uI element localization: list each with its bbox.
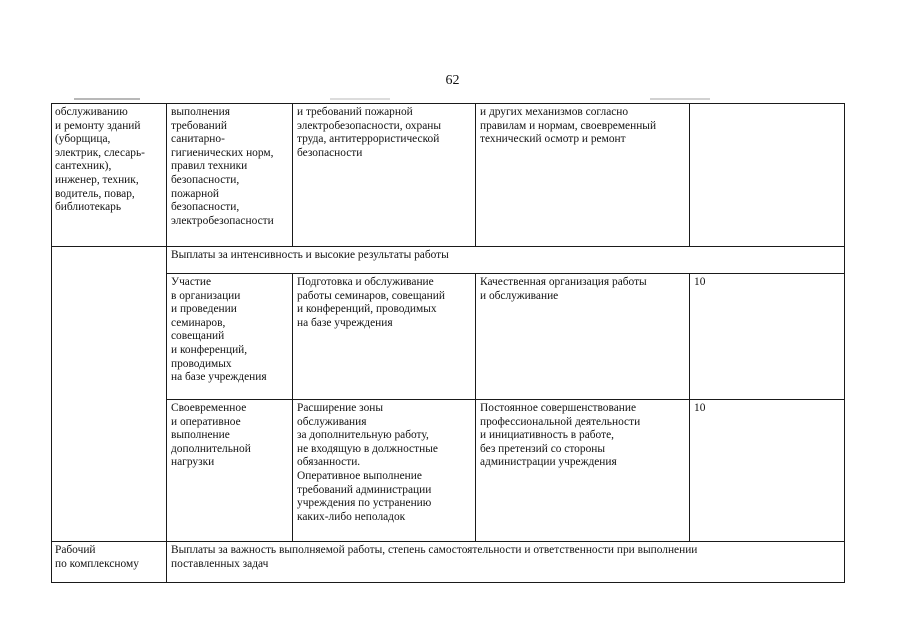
- indicator-cell: Качественная организация работы и обслуживание: [476, 274, 690, 400]
- position-cell: обслуживанию и ремонту зданий (уборщица, электрик, слесарь- сантехник), инженер, техник, водитель, повар, библиотекарь: [52, 104, 167, 247]
- table-row: [52, 104, 845, 247]
- position-cell-empty: [52, 247, 167, 542]
- criterion-cell: выполнения требований санитарно- гигиенических норм, правил техники безопасности, пожарной безопасности, электробезопасности: [167, 104, 293, 247]
- condition-cell: Расширение зоны обслуживания за дополнительную работу, не входящую в должностные обязанности. Оперативное выполнение требований администрации учреждения по устранению каких-либо неполадок: [293, 400, 476, 542]
- table-row: [52, 247, 845, 274]
- criterion-cell: Своевременное и оперативное выполнение дополнительной нагрузки: [167, 400, 293, 542]
- points-cell: [690, 104, 845, 247]
- section-heading-importance: Выплаты за важность выполняемой работы, степень самостоятельности и ответственности при выполнении поставленных задач: [167, 542, 845, 583]
- indicator-cell: Постоянное совершенствование профессиональной деятельности и инициативность в работе, без претензий со стороны администрации учреждения: [476, 400, 690, 542]
- table-row: [52, 400, 845, 542]
- scan-artifact-left: [74, 98, 140, 100]
- table-row: [52, 542, 845, 583]
- criterion-cell: Участие в организации и проведении семинаров, совещаний и конференций, проводимых на базе учреждения: [167, 274, 293, 400]
- scan-artifact-middle: [330, 98, 390, 100]
- position-cell: Рабочий по комплексному: [52, 542, 167, 583]
- section-heading-intensity: Выплаты за интенсивность и высокие результаты работы: [167, 247, 845, 274]
- table-row: [52, 274, 845, 400]
- condition-cell: и требований пожарной электробезопасности, охраны труда, антитеррористической безопасности: [293, 104, 476, 247]
- condition-cell: Подготовка и обслуживание работы семинаров, совещаний и конференций, проводимых на базе учреждения: [293, 274, 476, 400]
- payments-table: [51, 103, 845, 583]
- points-cell: 10: [690, 400, 845, 542]
- page-number: 62: [445, 73, 460, 88]
- points-cell: 10: [690, 274, 845, 400]
- scan-artifact-right: [650, 98, 710, 100]
- indicator-cell: и других механизмов согласно правилам и нормам, своевременный технический осмотр и ремонт: [476, 104, 690, 247]
